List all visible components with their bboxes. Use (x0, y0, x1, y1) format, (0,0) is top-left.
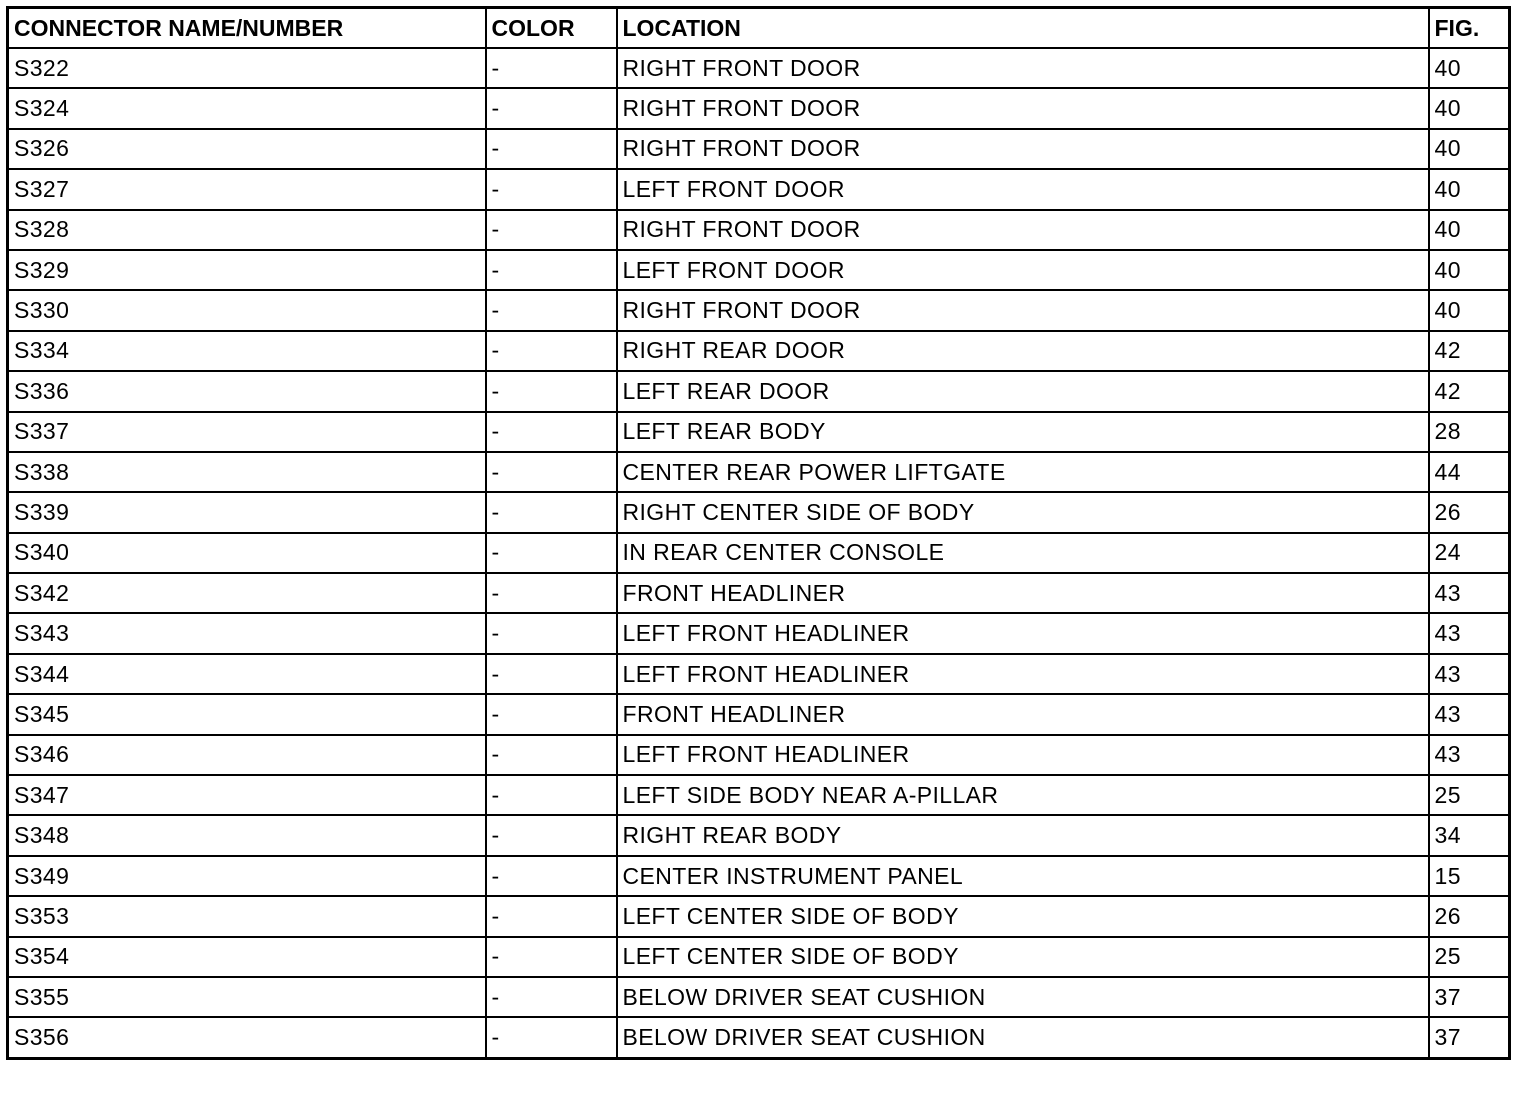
cell-color: - (486, 48, 617, 88)
table-body (8, 48, 1510, 1058)
cell-color: - (486, 371, 617, 411)
cell-location: RIGHT FRONT DOOR (617, 290, 1429, 330)
cell-color: - (486, 815, 617, 855)
cell-fig: 28 (1429, 412, 1510, 452)
cell-location: RIGHT FRONT DOOR (617, 48, 1429, 88)
cell-color: - (486, 290, 617, 330)
cell-connector: S326 (8, 129, 486, 169)
cell-connector: S345 (8, 694, 486, 734)
table-row (8, 654, 1510, 694)
cell-location: RIGHT REAR DOOR (617, 331, 1429, 371)
cell-location: LEFT FRONT HEADLINER (617, 735, 1429, 775)
cell-fig: 40 (1429, 169, 1510, 209)
cell-location: FRONT HEADLINER (617, 573, 1429, 613)
cell-location: RIGHT FRONT DOOR (617, 129, 1429, 169)
cell-connector: S324 (8, 88, 486, 128)
cell-color: - (486, 169, 617, 209)
cell-color: - (486, 735, 617, 775)
cell-connector: S339 (8, 492, 486, 532)
cell-color: - (486, 533, 617, 573)
table-row (8, 371, 1510, 411)
cell-location: CENTER REAR POWER LIFTGATE (617, 452, 1429, 492)
cell-connector: S353 (8, 896, 486, 936)
cell-location: RIGHT REAR BODY (617, 815, 1429, 855)
cell-location: LEFT FRONT HEADLINER (617, 654, 1429, 694)
table-row (8, 88, 1510, 128)
cell-connector: S342 (8, 573, 486, 613)
cell-color: - (486, 210, 617, 250)
cell-connector: S344 (8, 654, 486, 694)
cell-color: - (486, 1017, 617, 1058)
cell-fig: 37 (1429, 977, 1510, 1017)
table-row (8, 856, 1510, 896)
table-row (8, 815, 1510, 855)
table-row (8, 573, 1510, 613)
cell-connector: S327 (8, 169, 486, 209)
cell-fig: 43 (1429, 654, 1510, 694)
header-row (8, 8, 1510, 49)
cell-location: LEFT CENTER SIDE OF BODY (617, 896, 1429, 936)
cell-fig: 40 (1429, 88, 1510, 128)
cell-location: RIGHT CENTER SIDE OF BODY (617, 492, 1429, 532)
cell-connector: S355 (8, 977, 486, 1017)
cell-fig: 43 (1429, 694, 1510, 734)
cell-connector: S343 (8, 613, 486, 653)
cell-color: - (486, 331, 617, 371)
cell-connector: S330 (8, 290, 486, 330)
cell-fig: 42 (1429, 331, 1510, 371)
cell-fig: 40 (1429, 250, 1510, 290)
table-row (8, 1017, 1510, 1058)
cell-fig: 44 (1429, 452, 1510, 492)
cell-connector: S348 (8, 815, 486, 855)
table-row (8, 694, 1510, 734)
table-row (8, 977, 1510, 1017)
cell-location: RIGHT FRONT DOOR (617, 210, 1429, 250)
cell-connector: S347 (8, 775, 486, 815)
cell-location: CENTER INSTRUMENT PANEL (617, 856, 1429, 896)
cell-location: LEFT FRONT DOOR (617, 250, 1429, 290)
header-color: COLOR (486, 8, 617, 49)
connector-table (6, 6, 1511, 1060)
cell-fig: 42 (1429, 371, 1510, 411)
cell-color: - (486, 412, 617, 452)
table-row (8, 452, 1510, 492)
cell-location: LEFT FRONT HEADLINER (617, 613, 1429, 653)
cell-color: - (486, 694, 617, 734)
cell-color: - (486, 129, 617, 169)
cell-fig: 26 (1429, 492, 1510, 532)
cell-location: FRONT HEADLINER (617, 694, 1429, 734)
cell-connector: S340 (8, 533, 486, 573)
header-location: LOCATION (617, 8, 1429, 49)
cell-connector: S328 (8, 210, 486, 250)
cell-connector: S346 (8, 735, 486, 775)
table-row (8, 412, 1510, 452)
cell-location: LEFT CENTER SIDE OF BODY (617, 937, 1429, 977)
cell-color: - (486, 613, 617, 653)
cell-connector: S338 (8, 452, 486, 492)
cell-location: LEFT REAR BODY (617, 412, 1429, 452)
cell-color: - (486, 856, 617, 896)
cell-connector: S354 (8, 937, 486, 977)
cell-fig: 40 (1429, 48, 1510, 88)
cell-color: - (486, 977, 617, 1017)
cell-color: - (486, 492, 617, 532)
cell-fig: 34 (1429, 815, 1510, 855)
table-row (8, 169, 1510, 209)
cell-connector: S337 (8, 412, 486, 452)
cell-location: LEFT SIDE BODY NEAR A-PILLAR (617, 775, 1429, 815)
cell-location: BELOW DRIVER SEAT CUSHION (617, 1017, 1429, 1058)
table-row (8, 129, 1510, 169)
cell-location: RIGHT FRONT DOOR (617, 88, 1429, 128)
cell-connector: S356 (8, 1017, 486, 1058)
cell-fig: 24 (1429, 533, 1510, 573)
table-row (8, 896, 1510, 936)
cell-fig: 40 (1429, 290, 1510, 330)
cell-fig: 15 (1429, 856, 1510, 896)
cell-fig: 43 (1429, 735, 1510, 775)
cell-fig: 37 (1429, 1017, 1510, 1058)
table-row (8, 48, 1510, 88)
cell-location: LEFT REAR DOOR (617, 371, 1429, 411)
cell-connector: S334 (8, 331, 486, 371)
cell-fig: 40 (1429, 210, 1510, 250)
header-fig: FIG. (1429, 8, 1510, 49)
cell-color: - (486, 88, 617, 128)
cell-connector: S322 (8, 48, 486, 88)
cell-fig: 25 (1429, 775, 1510, 815)
cell-location: IN REAR CENTER CONSOLE (617, 533, 1429, 573)
cell-color: - (486, 654, 617, 694)
cell-fig: 43 (1429, 613, 1510, 653)
cell-color: - (486, 937, 617, 977)
table-row (8, 492, 1510, 532)
header-connector: CONNECTOR NAME/NUMBER (8, 8, 486, 49)
cell-color: - (486, 896, 617, 936)
cell-connector: S349 (8, 856, 486, 896)
cell-location: BELOW DRIVER SEAT CUSHION (617, 977, 1429, 1017)
table-row (8, 331, 1510, 371)
cell-color: - (486, 573, 617, 613)
cell-fig: 43 (1429, 573, 1510, 613)
cell-fig: 40 (1429, 129, 1510, 169)
cell-color: - (486, 250, 617, 290)
table-row (8, 210, 1510, 250)
table-row (8, 937, 1510, 977)
table-row (8, 533, 1510, 573)
table-row (8, 250, 1510, 290)
cell-connector: S336 (8, 371, 486, 411)
cell-fig: 25 (1429, 937, 1510, 977)
table-row (8, 290, 1510, 330)
cell-fig: 26 (1429, 896, 1510, 936)
table-row (8, 775, 1510, 815)
cell-location: LEFT FRONT DOOR (617, 169, 1429, 209)
table-row (8, 613, 1510, 653)
cell-color: - (486, 452, 617, 492)
table-row (8, 735, 1510, 775)
cell-connector: S329 (8, 250, 486, 290)
cell-color: - (486, 775, 617, 815)
